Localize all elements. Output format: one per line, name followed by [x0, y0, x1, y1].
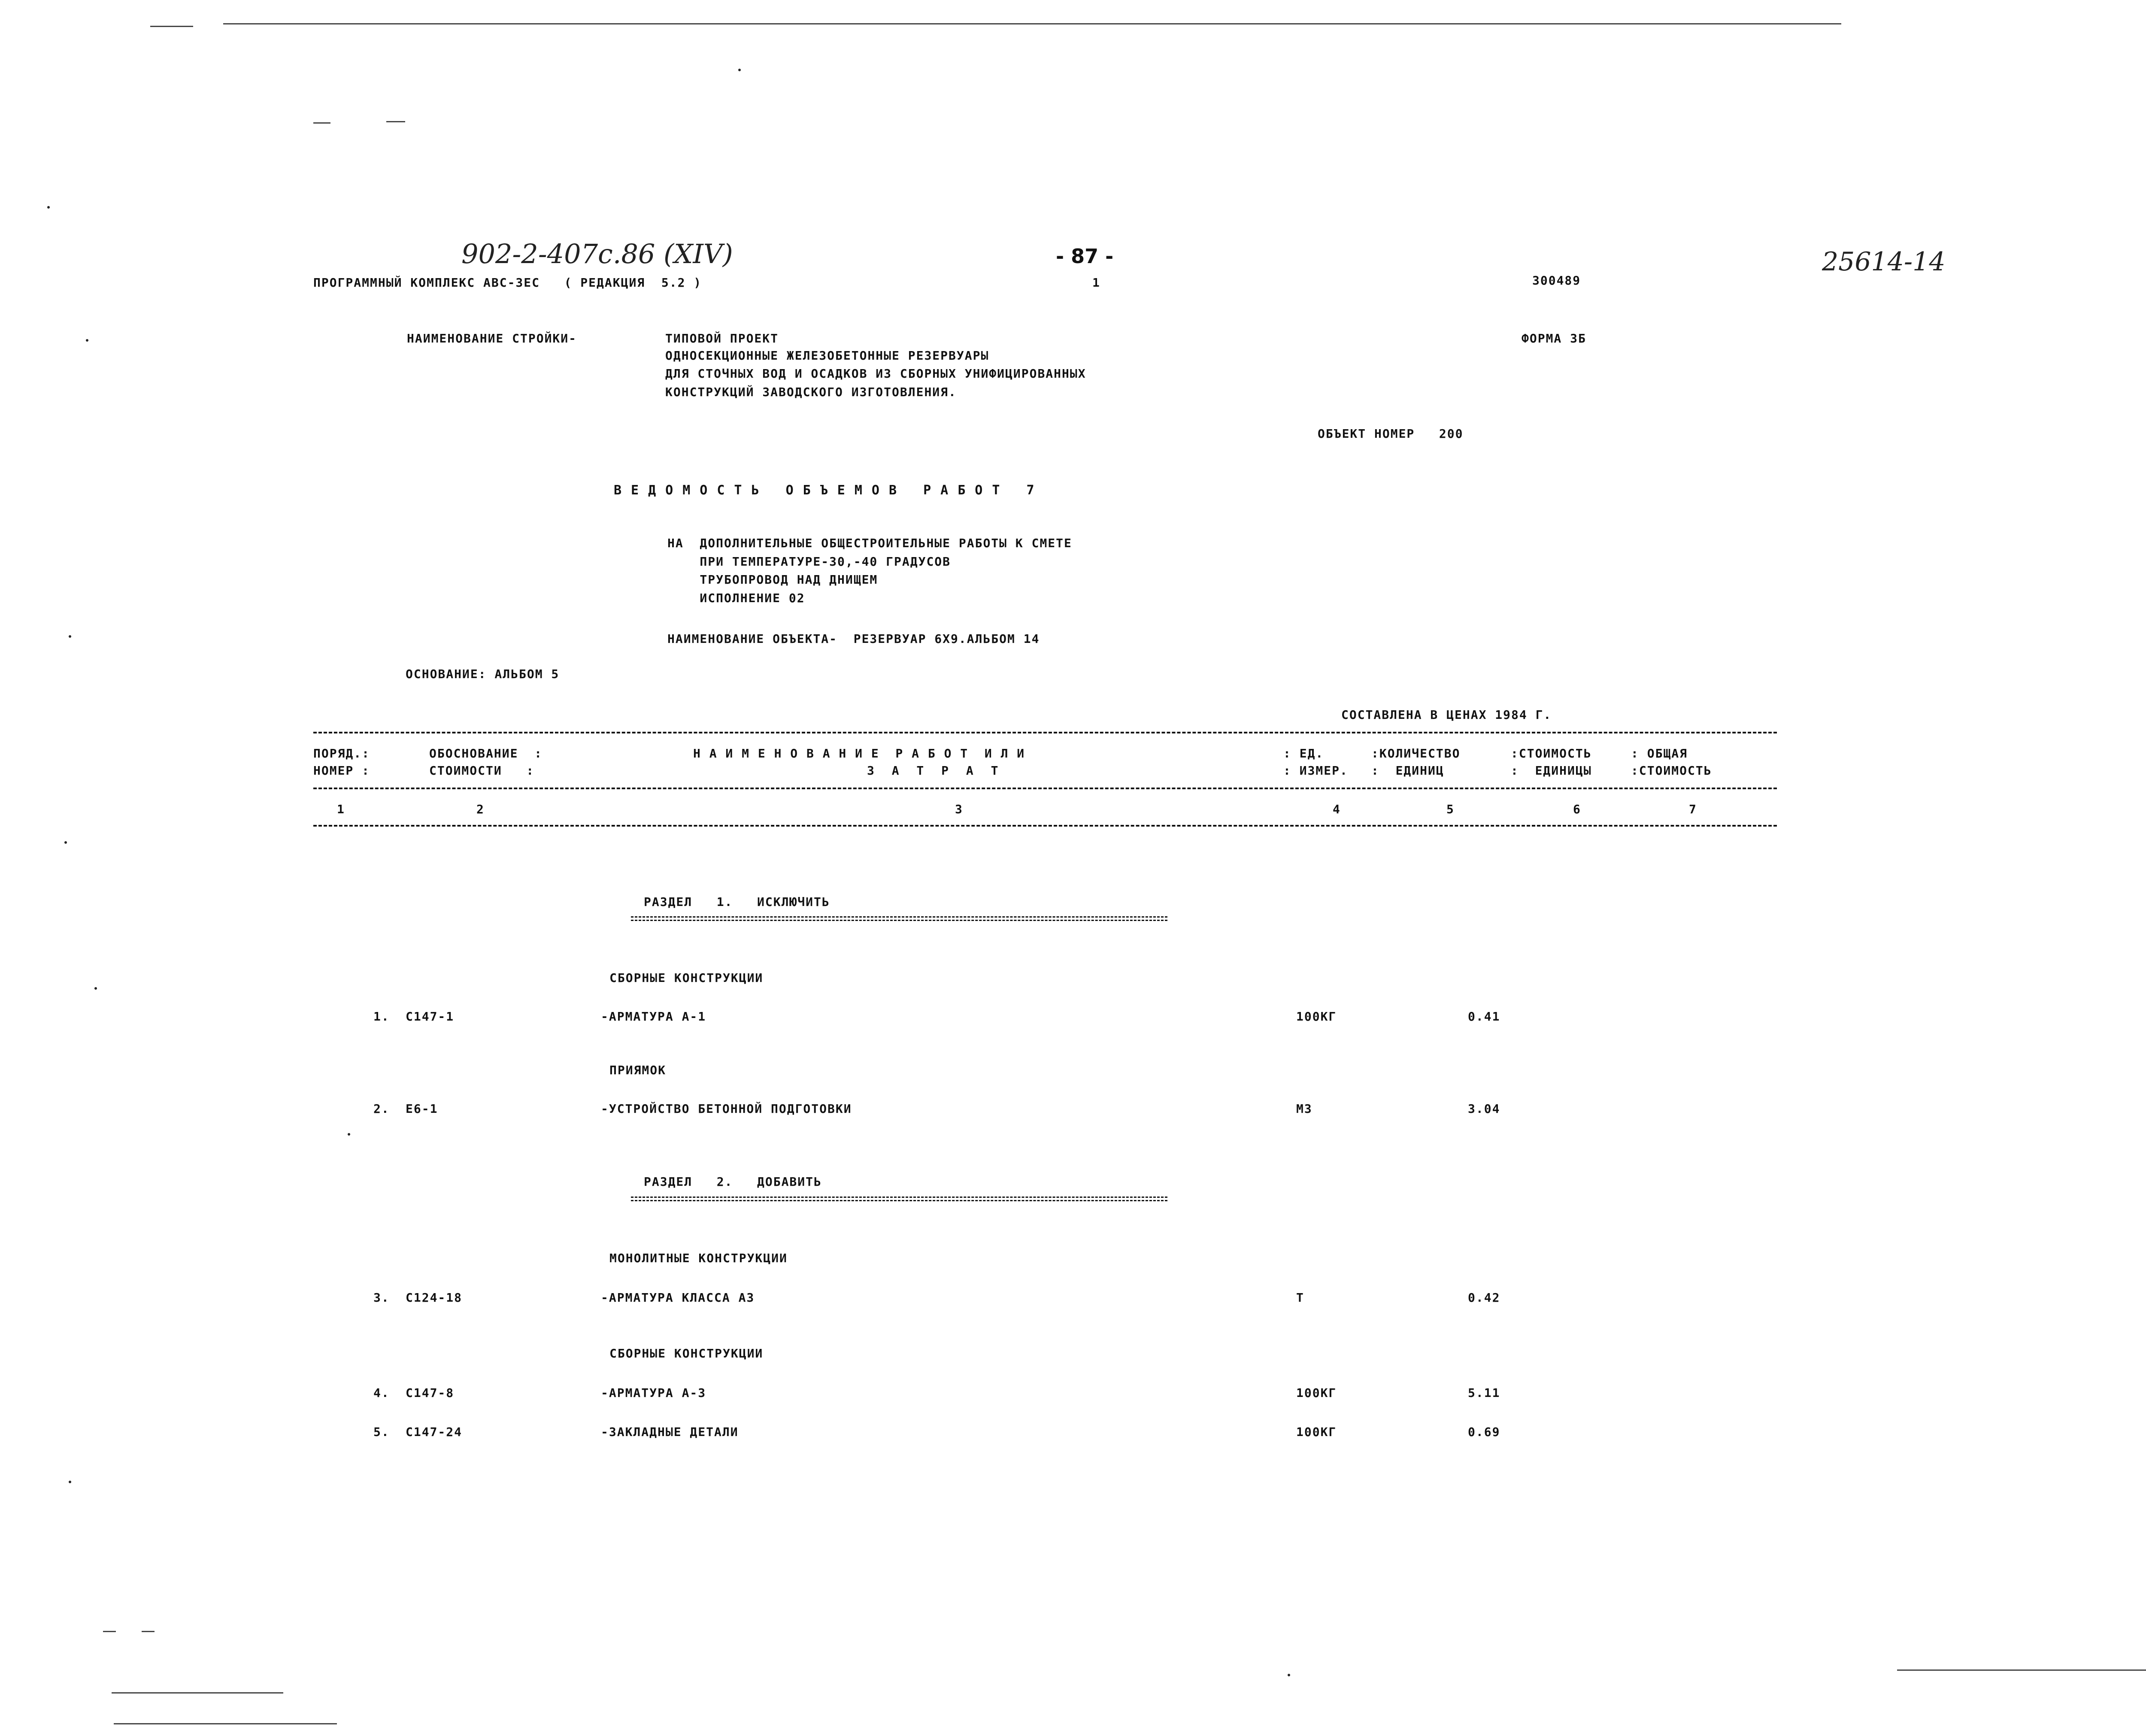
table-rule — [313, 825, 1777, 827]
column-number: 3 — [955, 802, 963, 816]
scan-edge-bottom — [114, 1723, 337, 1724]
program-title: ПРОГРАММНЫЙ КОМПЛЕКС АВС-ЗЕС ( РЕДАКЦИЯ 5.2 ) — [313, 276, 702, 290]
row-quantity: 0.42 — [1468, 1291, 1500, 1305]
header-order-number: ПОРЯД.: — [313, 746, 370, 760]
subtitle-line: ТРУБОПРОВОД НАД ДНИЩЕМ — [667, 573, 878, 587]
subtitle-line: ИСПОЛНЕНИЕ 02 — [667, 591, 805, 605]
group-title: СБОРНЫЕ КОНСТРУКЦИИ — [609, 1346, 764, 1360]
scan-edge-bottom — [112, 1692, 283, 1694]
header-basis: СТОИМОСТИ : — [429, 763, 535, 778]
scan-edge-top — [223, 23, 1841, 24]
row-unit: М3 — [1296, 1102, 1312, 1116]
sheet-counter: 1 — [1092, 276, 1100, 290]
table-rule — [313, 788, 1777, 789]
form-label: ФОРМА 3Б — [1522, 331, 1586, 345]
row-work-name: -АРМАТУРА А-3 — [601, 1386, 706, 1400]
group-title: СБОРНЫЕ КОНСТРУКЦИИ — [609, 971, 764, 985]
row-work-name: -АРМАТУРА А-1 — [601, 1009, 706, 1024]
object-number: ОБЪЕКТ НОМЕР 200 — [1318, 427, 1464, 441]
section-underline — [631, 1197, 1167, 1198]
group-title: ПРИЯМОК — [609, 1063, 667, 1077]
scan-edge-top — [150, 26, 193, 27]
header-unit-cost: : ЕДИНИЦЫ — [1511, 763, 1592, 778]
row-quantity: 5.11 — [1468, 1386, 1500, 1400]
row-work-name: -АРМАТУРА КЛАССА АЗ — [601, 1291, 755, 1305]
scan-speck — [69, 1481, 71, 1483]
column-number: 5 — [1446, 802, 1455, 816]
table-rule — [313, 732, 1777, 733]
row-work-name: -УСТРОЙСТВО БЕТОННОЙ ПОДГОТОВКИ — [601, 1102, 852, 1116]
row-number: 3. — [373, 1291, 390, 1305]
row-work-name: -ЗАКЛАДНЫЕ ДЕТАЛИ — [601, 1425, 739, 1439]
header-order-number: НОМЕР : — [313, 763, 370, 778]
section-underline — [631, 920, 1167, 921]
header-work-name: З А Т Р А Т — [867, 763, 1003, 778]
row-quantity: 3.04 — [1468, 1102, 1500, 1116]
row-quantity: 0.69 — [1468, 1425, 1500, 1439]
scan-speck — [348, 1133, 350, 1136]
column-number: 7 — [1689, 802, 1697, 816]
page-number: - 87 - — [1056, 245, 1114, 268]
header-total-cost: :СТОИМОСТЬ — [1631, 763, 1712, 778]
header-work-name: Н А И М Е Н О В А Н И Е Р А Б О Т И Л И — [693, 746, 1025, 760]
subtitle-line: НА ДОПОЛНИТЕЛЬНЫЕ ОБЩЕСТРОИТЕЛЬНЫЕ РАБОТЫ К СМЕТЕ — [667, 536, 1072, 550]
row-code: С147-24 — [406, 1425, 463, 1439]
row-unit: Т — [1296, 1291, 1304, 1305]
row-number: 5. — [373, 1425, 390, 1439]
header-basis: ОБОСНОВАНИЕ : — [429, 746, 543, 760]
scan-edge-bottom — [103, 1631, 116, 1632]
row-unit: 100КГ — [1296, 1386, 1337, 1400]
scan-edge-mark — [313, 122, 330, 124]
sheet-number: 25614-14 — [1822, 247, 1946, 277]
scan-speck — [86, 339, 88, 342]
header-unit: : ЕД. — [1283, 746, 1324, 760]
group-title: МОНОЛИТНЫЕ КОНСТРУКЦИИ — [609, 1251, 788, 1265]
header-total-cost: : ОБЩАЯ — [1631, 746, 1688, 760]
row-number: 1. — [373, 1009, 390, 1024]
scan-speck — [1288, 1674, 1290, 1676]
row-unit: 100КГ — [1296, 1009, 1337, 1024]
section-title: РАЗДЕЛ 1. ИСКЛЮЧИТЬ — [644, 895, 830, 909]
scan-speck — [94, 987, 97, 990]
header-quantity: :КОЛИЧЕСТВО — [1371, 746, 1461, 760]
scan-speck — [69, 635, 71, 638]
row-code: С147-1 — [406, 1009, 455, 1024]
scan-speck — [47, 206, 50, 209]
construction-line: ДЛЯ СТОЧНЫХ ВОД И ОСАДКОВ ИЗ СБОРНЫХ УНИФИЦИРОВАННЫХ — [665, 367, 1086, 381]
construction-line: КОНСТРУКЦИЙ ЗАВОДСКОГО ИЗГОТОВЛЕНИЯ. — [665, 385, 957, 399]
construction-line: ТИПОВОЙ ПРОЕКТ — [665, 331, 779, 345]
scan-edge-bottom — [1897, 1669, 2146, 1671]
row-number: 2. — [373, 1102, 390, 1116]
basis-label: ОСНОВАНИЕ: АЛЬБОМ 5 — [406, 667, 560, 681]
header-unit-cost: :СТОИМОСТЬ — [1511, 746, 1592, 760]
object-name: НАИМЕНОВАНИЕ ОБЪЕКТА- РЕЗЕРВУАР 6Х9.АЛЬБОМ 14 — [667, 632, 1040, 646]
row-code: С124-18 — [406, 1291, 463, 1305]
section-title: РАЗДЕЛ 2. ДОБАВИТЬ — [644, 1175, 822, 1189]
drawing-code: 902-2-407с.86 (XIV) — [461, 238, 733, 270]
section-underline — [631, 916, 1167, 918]
subtitle-line: ПРИ ТЕМПЕРАТУРЕ-30,-40 ГРАДУСОВ — [667, 554, 951, 569]
section-underline — [631, 1200, 1167, 1201]
prices-label: СОСТАВЛЕНА В ЦЕНАХ 1984 Г. — [1341, 708, 1552, 722]
scan-speck — [64, 841, 67, 844]
construction-label: НАИМЕНОВАНИЕ СТРОЙКИ- — [407, 331, 577, 345]
column-number: 6 — [1573, 802, 1581, 816]
header-unit: : ИЗМЕР. — [1283, 763, 1348, 778]
scan-edge-bottom — [142, 1631, 155, 1632]
column-number: 4 — [1333, 802, 1341, 816]
row-quantity: 0.41 — [1468, 1009, 1500, 1024]
document-code: 300489 — [1532, 273, 1581, 288]
row-code: С147-8 — [406, 1386, 455, 1400]
document-title: ВЕДОМОСТЬ ОБЪЕМОВ РАБОТ 7 — [614, 483, 1044, 498]
header-quantity: : ЕДИНИЦ — [1371, 763, 1444, 778]
scan-speck — [738, 69, 741, 71]
column-number: 1 — [337, 802, 345, 816]
row-code: Е6-1 — [406, 1102, 438, 1116]
construction-line: ОДНОСЕКЦИОННЫЕ ЖЕЛЕЗОБЕТОННЫЕ РЕЗЕРВУАРЫ — [665, 348, 989, 363]
column-number: 2 — [476, 802, 485, 816]
scan-edge-mark — [386, 121, 405, 122]
row-number: 4. — [373, 1386, 390, 1400]
row-unit: 100КГ — [1296, 1425, 1337, 1439]
